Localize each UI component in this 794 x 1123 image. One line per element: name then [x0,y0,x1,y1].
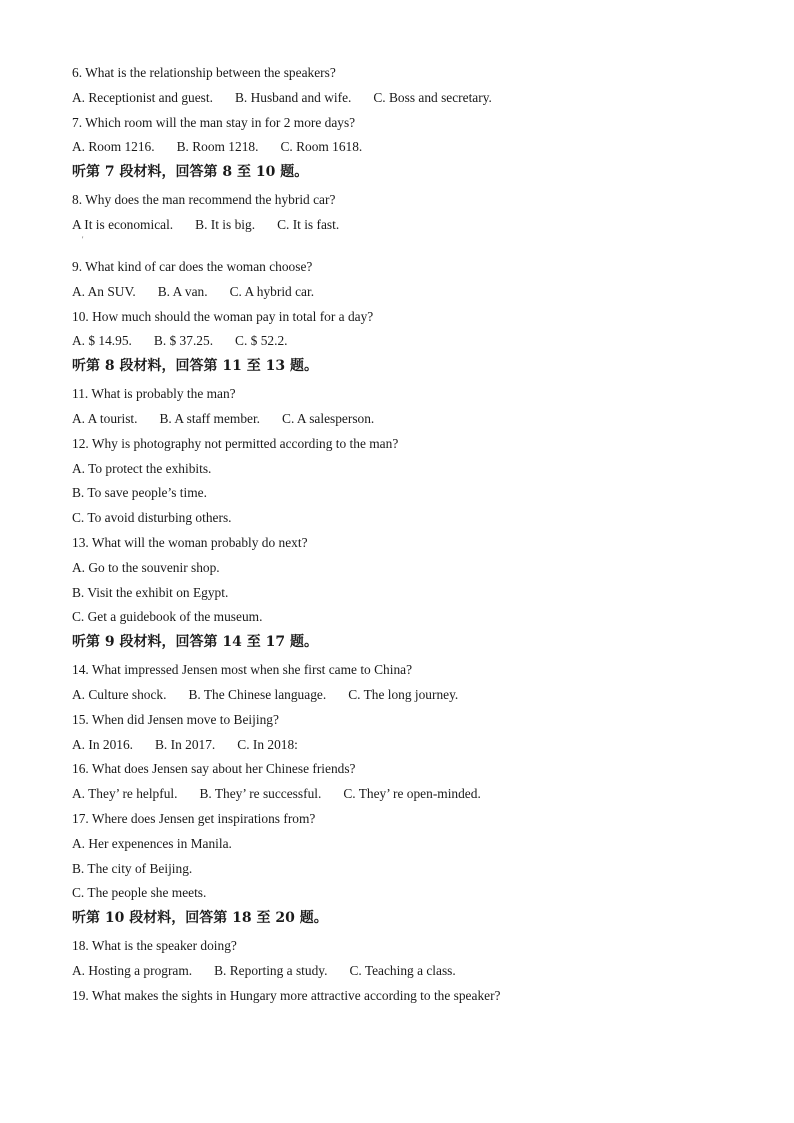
answer-option: C. They’ re open-minded. [343,786,481,802]
stray-mark: ' [82,234,84,244]
answer-option: A. Hosting a program. [72,962,193,978]
answer-options [72,736,732,754]
answer-option: B. It is big. [195,216,256,232]
question-line: 17. Where does Jensen get inspirations from? [72,810,316,826]
question-line: 12. Why is photography not permitted according to the man? [72,435,399,451]
answer-option: C. Room 1618. [280,139,363,155]
answer-option: B. A van. [157,283,208,299]
question-line: B. The city of Beijing. [72,860,193,876]
answer-option: B. The Chinese language. [188,686,327,702]
question-line: 13. What will the woman probably do next? [72,534,308,550]
answer-option: A. In 2016. [72,736,133,752]
answer-option: B. In 2017. [155,736,216,752]
answer-options [72,216,732,234]
question-line: 6. What is the relationship between the speakers? [72,65,336,80]
answer-options [72,686,732,704]
answer-option: A. Room 1216. [72,139,155,155]
answer-option: B. $ 37.25. [153,333,214,349]
answer-options [72,410,732,428]
exam-page [72,64,732,1012]
answer-option: A. $ 14.95. [72,333,132,349]
answer-option: B. They’ re successful. [199,786,322,802]
question-line: A. Go to the souvenir shop. [72,559,220,575]
answer-options [72,962,732,980]
answer-option: B. A staff member. [159,410,261,426]
answer-option: A. Receptionist and guest. [72,89,213,105]
answer-option: A. A tourist. [72,410,138,426]
answer-options [72,332,732,350]
question-line: 16. What does Jensen say about her Chinese friends? [72,761,356,777]
question-line: 10. How much should the woman pay in total for a day? [72,308,374,324]
question-line: A. To protect the exhibits. [72,460,212,476]
answer-options [72,89,732,107]
question-line: 8. Why does the man recommend the hybrid car? [72,192,336,208]
question-line: 11. What is probably the man? [72,386,236,402]
section-heading: 听第 9 段材料，回答第 14 至 17 题。 [72,634,318,651]
question-line: 14. What impressed Jensen most when she first came to China? [72,662,413,678]
answer-option: A It is economical. [72,216,174,232]
answer-option: C. A hybrid car. [229,283,315,299]
answer-option: B. Reporting a study. [214,962,328,978]
answer-option: A. Culture shock. [72,686,167,702]
answer-option: B. Husband and wife. [234,89,352,105]
answer-options [72,138,732,156]
answer-option: A. They’ re helpful. [72,786,178,802]
question-line: 15. When did Jensen move to Beijing? [72,711,279,727]
answer-option: C. Teaching a class. [349,962,456,978]
answer-option: C. It is fast. [277,216,340,232]
question-line: B. To save people’s time. [72,485,207,501]
question-line: B. Visit the exhibit on Egypt. [72,584,229,600]
question-line: 7. Which room will the man stay in for 2 more days? [72,114,356,130]
section-heading: 听第 8 段材料，回答第 11 至 13 题。 [72,358,318,375]
answer-option: B. Room 1218. [176,139,259,155]
question-line: C. The people she meets. [72,885,207,901]
answer-option: C. A salesperson. [282,410,375,426]
section-heading: 听第 7 段材料，回答第 8 至 10 题。 [72,164,309,181]
answer-option: A. An SUV. [72,283,136,299]
answer-option: C. The long journey. [348,686,459,702]
answer-options [72,283,732,301]
question-line: A. Her expenences in Manila. [72,835,232,851]
question-line: C. To avoid disturbing others. [72,510,232,526]
section-heading: 听第 10 段材料，回答第 18 至 20 题。 [72,910,328,927]
question-line: 19. What makes the sights in Hungary more attractive according to the speaker? [72,987,501,1003]
answer-option: C. $ 52.2. [235,333,288,349]
answer-option: C. Boss and secretary. [373,89,492,105]
question-line: C. Get a guidebook of the museum. [72,609,263,625]
question-line: 18. What is the speaker doing? [72,938,237,954]
answer-option: C. In 2018: [237,736,298,752]
question-line: 9. What kind of car does the woman choose? [72,258,313,274]
answer-options [72,785,732,803]
